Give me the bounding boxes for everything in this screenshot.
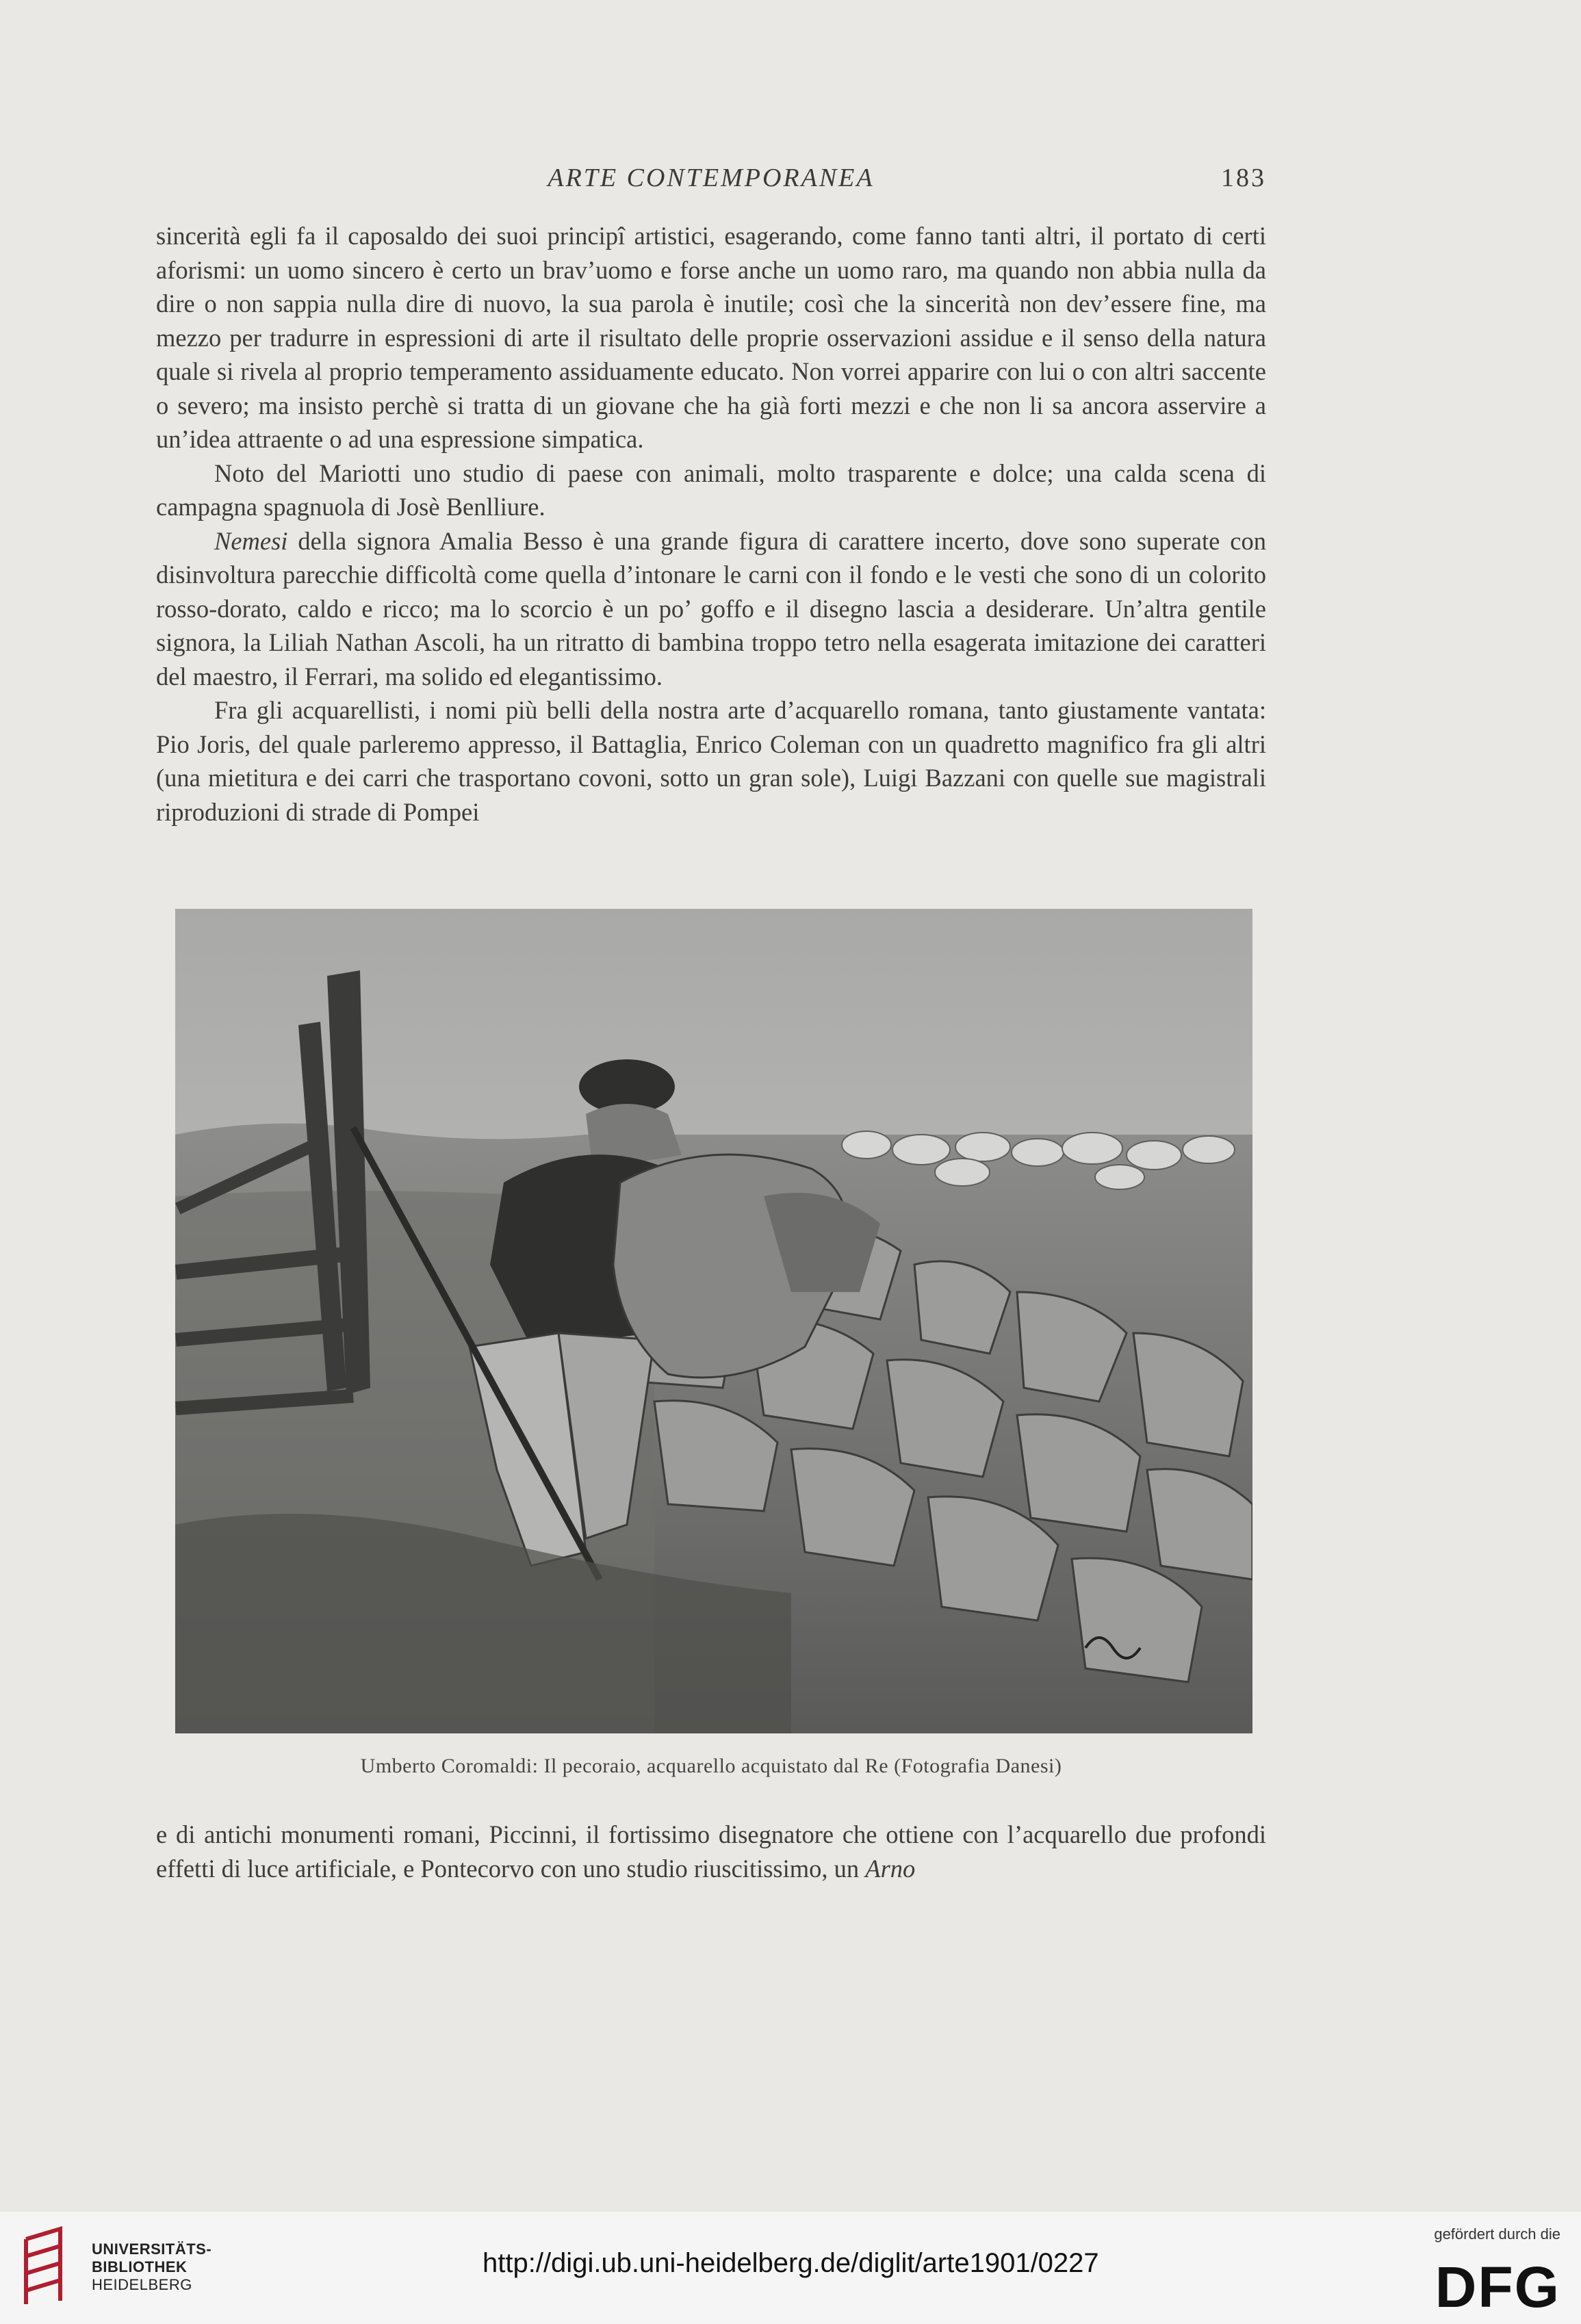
paragraph: sincerità egli fa il caposaldo dei suoi principî artistici, esagerando, come fanno tanti altri, il portato di certi aforismi: un uomo sincero è certo un brav’uomo e forse anche un uomo raro, ma quando non abbia nulla da dire o non sappia nulla dire di nuovo, la sua parola è inutile; così che la sincerità non dev’essere fine, ma mezzo per tradurre in espressioni di arte il risultato delle proprie osservazioni assidue e il senso della natura quale si rivela al proprio temperamento assiduamente educato. Non vorrei apparire con lui o con altri saccente o severo; ma insisto perchè si tratta di un giovane che ha già forti mezzi e che non li sa ancora asservire a un’idea attraente o ad una espressione simpatica. — [156, 222, 1266, 453]
body-text-top — [156, 219, 1266, 829]
permalink-url[interactable]: http://digi.ub.uni-heidelberg.de/diglit/arte1901/0227 — [483, 2248, 1099, 2278]
shepherd-painting-image — [175, 909, 1252, 1733]
paragraph: Noto del Mariotti uno studio di paese con animali, molto trasparente e dolce; una calda scena di campagna spagnuola di Josè Benlliure. — [156, 459, 1266, 521]
artwork-title: Arno — [865, 1854, 916, 1883]
library-name[interactable] — [92, 2241, 211, 2294]
library-name-line: HEIDELBERG — [92, 2276, 192, 2293]
artwork-title: Nemesi — [214, 526, 288, 555]
footer-bar — [0, 2212, 1581, 2324]
body-text-bottom — [156, 1818, 1266, 1885]
page-header — [156, 163, 1266, 197]
page-number: 183 — [1221, 164, 1266, 192]
figure-caption: Umberto Coromaldi: Il pecoraio, acquarello acquistato dal Re (Fotografia Danesi) — [360, 1755, 1062, 1777]
library-name-line: UNIVERSITÄTS- — [92, 2241, 212, 2258]
paragraph: Fra gli acquarellisti, i nomi più belli della nostra arte d’acquarello romana, tanto giustamente vantata: Pio Joris, del quale parleremo appresso, il Battaglia, Enrico Coleman con un quadretto magnifico fra gli altri (una mietitura e dei carri che trasportano covoni, sotto un gran sole), Luigi Bazzani con quelle sue magistrali riproduzioni di strade di Pompei — [156, 696, 1266, 826]
paragraph — [156, 524, 1266, 694]
running-title: ARTE CONTEMPORANEA — [548, 164, 875, 192]
paragraph-text: della signora Amalia Besso è una grande figura di carattere incerto, dove sono superate con disinvoltura parecchie difficoltà come quella d’intonare le carni con il fondo e le vesti che sono di un colorito rosso-dorato, caldo e ricco; ma lo scorcio è un po’ goffo e il disegno lascia a desiderare. Un’altra gentile signora, la Liliah Nathan Ascoli, ha un ritratto di bambina troppo tetro nella esagerata imitazione dei caratteri del maestro, il Ferrari, ma solido ed elegantissimo. — [156, 526, 1266, 690]
library-name-line: BIBLIOTHEK — [92, 2258, 188, 2275]
dfg-logo[interactable]: DFG — [1435, 2255, 1560, 2319]
paragraph — [156, 1818, 1266, 1885]
painting-reproduction — [175, 909, 1252, 1733]
paragraph-text: e di antichi monumenti romani, Piccinni, il fortissimo disegnatore che ottiene con l’acquarello due profondi effetti di luce artificiale, e Pontecorvo con uno studio riuscitissimo, un — [156, 1820, 1266, 1883]
ub-heidelberg-logo-icon[interactable] — [19, 2225, 81, 2311]
sponsor-label: gefördert durch die — [1434, 2225, 1560, 2243]
